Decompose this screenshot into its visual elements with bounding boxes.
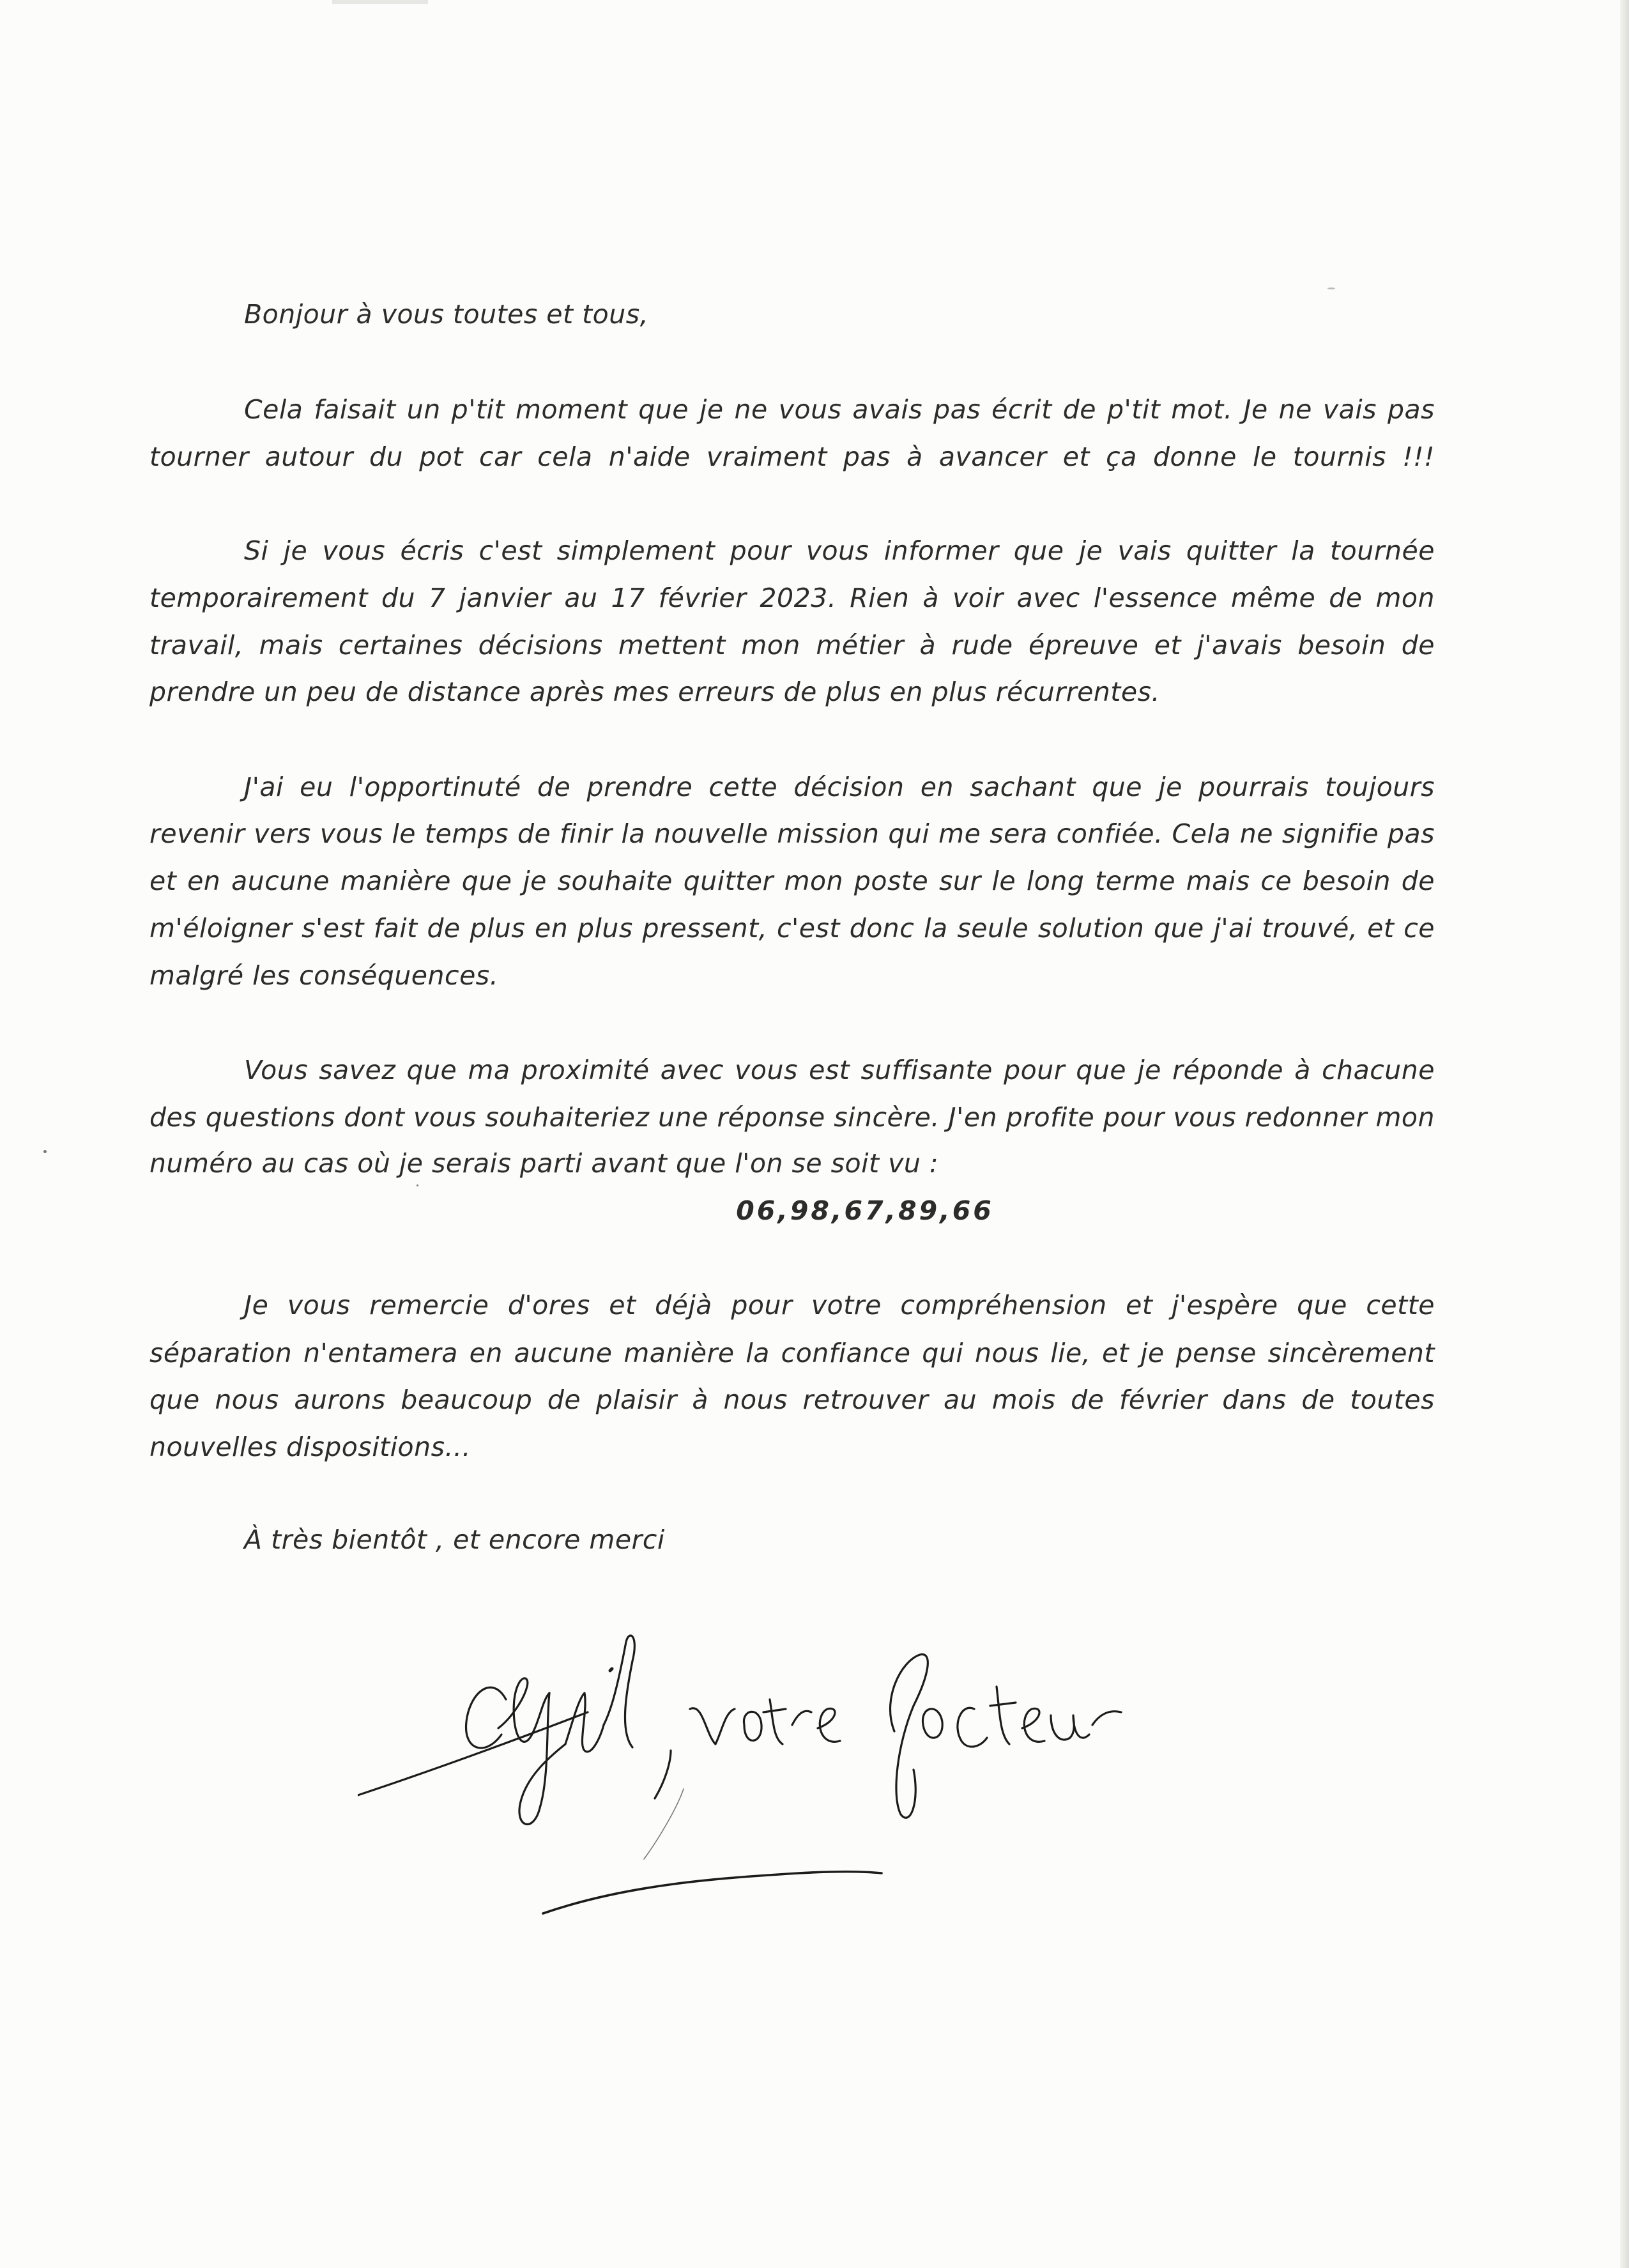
paragraph-5-line-1: Je vous remercie d'ores et déjà pour votre compréhension et j'espère que cette: [244, 1290, 1435, 1321]
scan-speck: [417, 1184, 418, 1186]
scan-speck: [1327, 287, 1335, 289]
scan-edge-mark: [332, 0, 428, 4]
paragraph-4-line-3: numéro au cas où je serais parti avant que l'on se soit vu :: [149, 1148, 939, 1179]
paragraph-3-line-3: et en aucune manière que je souhaite quitter mon poste sur le long terme mais ce besoin de: [149, 866, 1435, 896]
paragraph-3-line-2: revenir vers vous le temps de finir la nouvelle mission qui me sera confiée. Cela ne signifie pas: [149, 818, 1435, 849]
paragraph-5-line-4: nouvelles dispositions...: [149, 1432, 471, 1462]
paragraph-3-line-1: J'ai eu l'opportinuté de prendre cette décision en sachant que je pourrais toujours: [244, 772, 1435, 802]
phone-number: 06,98,67,89,66: [736, 1195, 994, 1226]
paragraph-3-line-4: m'éloigner s'est fait de plus en plus pressent, c'est donc la seule solution que j'ai trouvé, et ce: [149, 913, 1435, 944]
paragraph-3-line-5: malgré les conséquences.: [149, 960, 499, 991]
paragraph-5-line-2: séparation n'entamera en aucune manière la confiance qui nous lie, et je pense sincèrement: [149, 1338, 1435, 1368]
paragraph-5-line-3: que nous aurons beaucoup de plaisir à nous retrouver au mois de février dans de toutes: [149, 1384, 1435, 1415]
scan-right-edge: [1620, 0, 1629, 2268]
paragraph-2-line-3: travail, mais certaines décisions mettent mon métier à rude épreuve et j'avais besoin de: [149, 630, 1435, 661]
paragraph-2-line-1: Si je vous écris c'est simplement pour vous informer que je vais quitter la tournée: [244, 535, 1435, 566]
closing-line: À très bientôt , et encore merci: [244, 1524, 665, 1555]
handwritten-signature: [358, 1597, 1265, 1929]
scan-speck: [43, 1150, 47, 1153]
paragraph-1-line-2: tourner autour du pot car cela n'aide vraiment pas à avancer et ça donne le tournis !!!: [149, 441, 1435, 472]
paragraph-2-line-2: temporairement du 7 janvier au 17 février 2023. Rien à voir avec l'essence même de mon: [149, 583, 1435, 613]
greeting: Bonjour à vous toutes et tous,: [244, 299, 649, 330]
paragraph-1-line-1: Cela faisait un p'tit moment que je ne vous avais pas écrit de p'tit mot. Je ne vais pas: [244, 394, 1435, 425]
paragraph-4-line-1: Vous savez que ma proximité avec vous est suffisante pour que je réponde à chacune: [244, 1055, 1435, 1085]
paragraph-4-line-2: des questions dont vous souhaiteriez une réponse sincère. J'en profite pour vous redonner mon: [149, 1102, 1435, 1133]
paragraph-2-line-4: prendre un peu de distance après mes erreurs de plus en plus récurrentes.: [149, 677, 1160, 707]
